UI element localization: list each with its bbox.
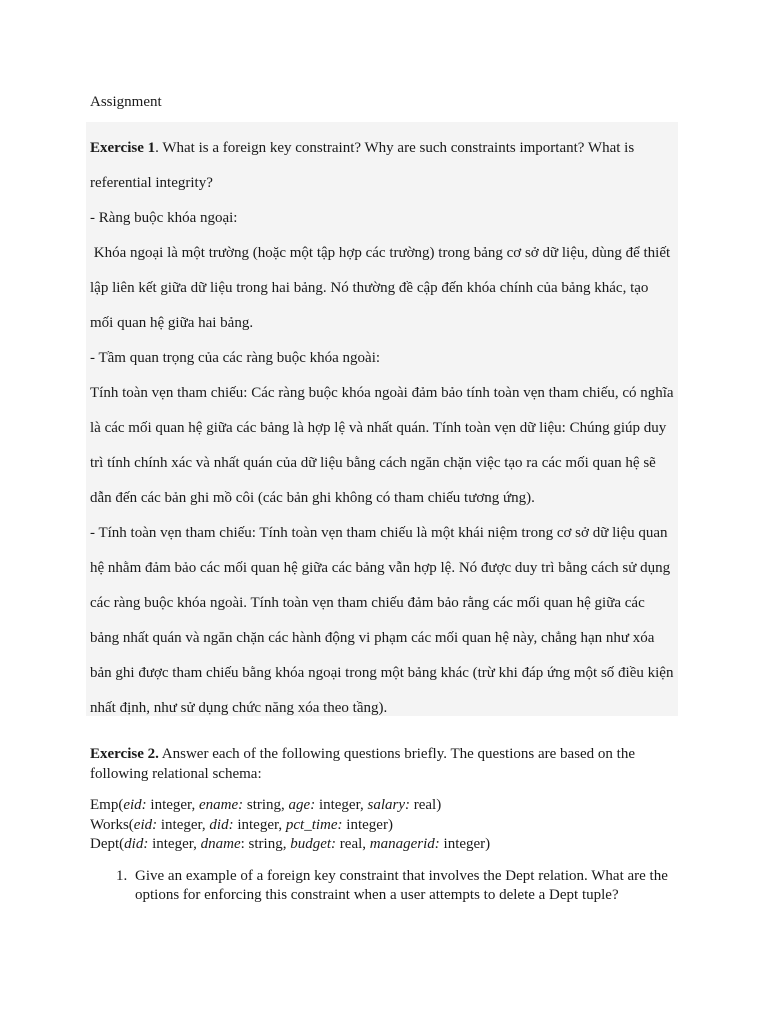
exercise-2-section bbox=[90, 745, 680, 906]
answer-line: Tính toàn vẹn tham chiếu: Các ràng buộc khóa ngoài đảm bảo tính toàn vẹn tham chiếu, có nghĩa bbox=[90, 385, 674, 401]
answer-line: trì tính chính xác và nhất quán của dữ liệu bằng cách ngăn chặn việc tạo ra các mối quan hệ sẽ bbox=[90, 455, 656, 471]
exercise-2-intro: Exercise 2. Answer each of the following questions briefly. The questions are based on the following relational schema: bbox=[90, 746, 636, 782]
answer-line: Khóa ngoại là một trường (hoặc một tập hợp các trường) trong bảng cơ sở dữ liệu, dùng để thiết bbox=[90, 245, 671, 261]
answer-line: hệ nhằm đảm bảo các mối quan hệ giữa các bảng vẫn hợp lệ. Nó được duy trì bằng cách sử dụng bbox=[90, 560, 671, 576]
answer-line: bản ghi được tham chiếu bằng khóa ngoại trong một bảng khác (trừ khi đáp ứng một số điều kiện bbox=[90, 665, 674, 681]
answer-line: nhất định, như sử dụng chức năng xóa theo tầng). bbox=[90, 700, 388, 716]
schema-works: Works(eid: integer, did: integer, pct_time: integer) bbox=[90, 816, 393, 833]
list-item-number: 1. bbox=[116, 867, 128, 884]
schema-emp: Emp(eid: integer, ename: string, age: integer, salary: real) bbox=[90, 797, 442, 813]
exercise-1-question-line: Exercise 1. What is a foreign key constraint? Why are such constraints important? What is bbox=[90, 140, 635, 156]
answer-line: - Tầm quan trọng của các ràng buộc khóa ngoài: bbox=[90, 350, 381, 366]
exercise-2-label: Exercise 2. bbox=[90, 746, 159, 762]
answer-line: mối quan hệ giữa hai bảng. bbox=[90, 315, 254, 331]
schema-dept: Dept(did: integer, dname: string, budget: real, managerid: integer) bbox=[90, 836, 491, 852]
answer-line: bảng nhất quán và ngăn chặn các hành động vi phạm các mối quan hệ này, chẳng hạn như xóa bbox=[90, 630, 655, 646]
answer-line: là các mối quan hệ giữa các bảng là hợp lệ và nhất quán. Tính toàn vẹn dữ liệu: Chúng giúp duy bbox=[90, 420, 667, 436]
answer-line: các ràng buộc khóa ngoài. Tính toàn vẹn tham chiếu đảm bảo rằng các mối quan hệ giữa các bbox=[90, 595, 645, 611]
list-item bbox=[90, 867, 680, 906]
answer-line: - Ràng buộc khóa ngoại: bbox=[90, 210, 238, 226]
document-title: Assignment bbox=[90, 94, 162, 110]
exercise-1-section bbox=[90, 131, 682, 726]
question-list bbox=[90, 867, 680, 906]
exercise-1-label: Exercise 1 bbox=[90, 140, 156, 156]
exercise-1-question-line: referential integrity? bbox=[90, 175, 213, 191]
answer-line: - Tính toàn vẹn tham chiếu: Tính toàn vẹn tham chiếu là một khái niệm trong cơ sở dữ liệu quan bbox=[90, 525, 668, 541]
list-item-text: Give an example of a foreign key constraint that involves the Dept relation. What are the options for enforcing this constraint when a user attempts to delete a Dept tuple? bbox=[135, 867, 668, 903]
answer-line: dẫn đến các bản ghi mồ côi (các bản ghi không có tham chiếu tương ứng). bbox=[90, 490, 535, 506]
answer-line: lập liên kết giữa dữ liệu trong hai bảng. Nó thường đề cập đến khóa chính của bảng khác, tạo bbox=[90, 280, 649, 296]
